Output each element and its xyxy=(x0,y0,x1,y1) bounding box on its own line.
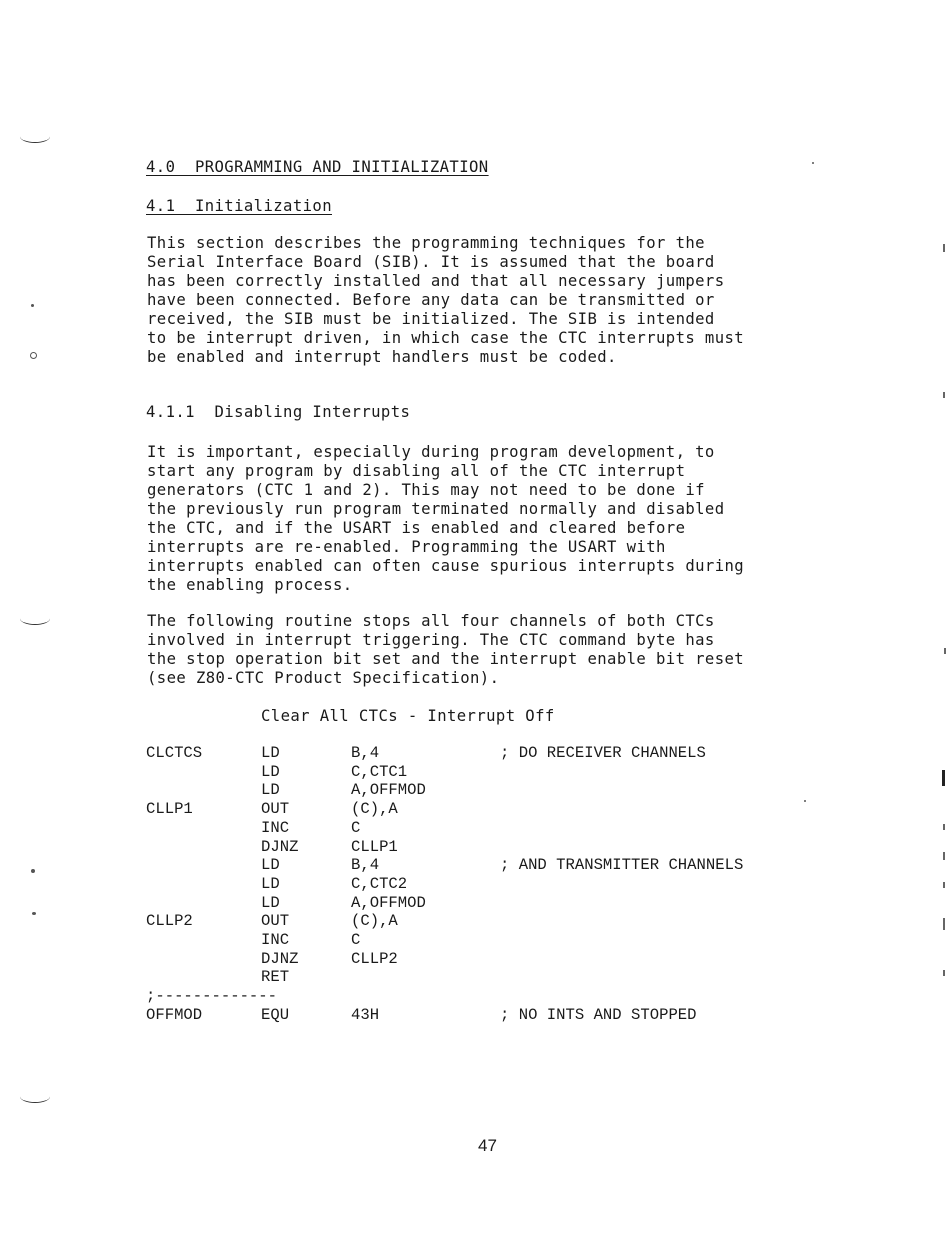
code-operand: (C),A xyxy=(351,800,398,819)
code-operand: CLLP2 xyxy=(351,949,398,968)
code-operand: A,OFFMOD xyxy=(351,893,426,912)
code-opcode: DJNZ xyxy=(261,837,299,856)
code-label: CLCTCS xyxy=(146,744,203,762)
scan-speck xyxy=(30,352,37,359)
binding-hole-mark xyxy=(20,130,50,143)
code-listing xyxy=(0,744,950,1034)
code-operand: C,CTC1 xyxy=(351,762,408,781)
code-operand: B,4 xyxy=(351,744,380,762)
code-label: CLLP2 xyxy=(146,912,193,931)
code-opcode: DJNZ xyxy=(261,949,299,968)
code-opcode: LD xyxy=(261,874,280,893)
code-operand: A,OFFMOD xyxy=(351,781,426,800)
code-opcode: RET xyxy=(261,968,290,987)
code-opcode: LD xyxy=(261,856,280,875)
code-comment: ; DO RECEIVER CHANNELS xyxy=(500,744,706,762)
code-opcode: OUT xyxy=(261,800,290,819)
code-opcode: INC xyxy=(261,818,290,837)
scan-speck xyxy=(812,162,814,164)
code-opcode: INC xyxy=(261,931,290,949)
scan-speck xyxy=(31,304,34,307)
code-label: CLLP1 xyxy=(146,800,193,819)
code-comment: ; AND TRANSMITTER CHANNELS xyxy=(500,856,744,875)
intro-paragraph: This section describes the programming techniques for the Serial Interface Board (SIB). It is assumed that the board has been correctly installed and that all necessary jumpers have been connected. Before any data can be transmitted or received, the SIB must be initialized. The SIB is intended to be interrupt driven, in which case the CTC interrupts must be enabled and interrupt handlers must be coded. xyxy=(147,234,745,366)
code-opcode: LD xyxy=(261,762,280,781)
code-operand: 43H xyxy=(351,1005,380,1024)
code-opcode: LD xyxy=(261,781,280,800)
scan-edge-mark xyxy=(944,648,946,654)
routine-paragraph: The following routine stops all four channels of both CTCs involved in interrupt triggering. The CTC command byte has the stop operation bit set and the interrupt enable bit reset (see Z80-CTC Product Specification). xyxy=(147,612,745,687)
binding-hole-mark xyxy=(20,612,50,625)
code-opcode: LD xyxy=(261,893,280,912)
code-operand: C xyxy=(351,818,361,837)
page-number: 47 xyxy=(478,1136,497,1155)
code-opcode: LD xyxy=(261,744,280,762)
binding-hole-mark xyxy=(20,1090,50,1103)
scan-edge-mark xyxy=(943,392,945,398)
subsubsection-heading: 4.1.1 Disabling Interrupts xyxy=(146,403,411,421)
code-label: OFFMOD xyxy=(146,1005,203,1024)
code-label: ;------------- xyxy=(146,987,278,1006)
code-operand: C xyxy=(351,931,361,949)
code-title: Clear All CTCs - Interrupt Off xyxy=(261,707,555,725)
code-operand: B,4 xyxy=(351,856,380,875)
code-operand: CLLP1 xyxy=(351,837,398,856)
code-opcode: OUT xyxy=(261,912,290,931)
section-heading: 4.0 PROGRAMMING AND INITIALIZATION xyxy=(146,158,489,176)
code-opcode: EQU xyxy=(261,1005,290,1024)
disabling-paragraph: It is important, especially during program development, to start any program by disabling all of the CTC interrupt generators (CTC 1 and 2). This may not need to be done if the previously run program terminated normally and disabled the CTC, and if the USART is enabled and cleared before interrupts are re-enabled. Programming the USART with interrupts enabled can often cause spurious interrupts during the enabling process. xyxy=(147,443,745,594)
code-operand: (C),A xyxy=(351,912,398,931)
code-comment: ; NO INTS AND STOPPED xyxy=(500,1005,697,1024)
code-operand: C,CTC2 xyxy=(351,874,408,893)
subsection-heading: 4.1 Initialization xyxy=(146,197,332,215)
scan-edge-mark xyxy=(943,244,945,252)
